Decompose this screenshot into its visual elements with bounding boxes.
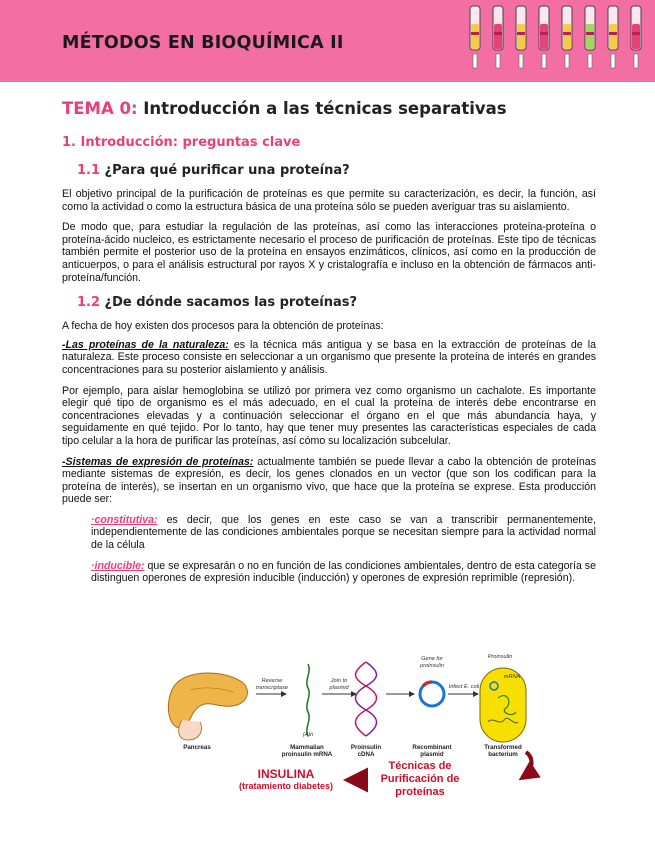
tema-title: Introducción a las técnicas separativas [137, 99, 507, 118]
paragraph [91, 514, 596, 552]
test-tube-icon [516, 6, 526, 68]
term-label: ·inducible: [91, 559, 145, 572]
insulin-production-diagram [160, 654, 560, 810]
label-gene: Gene for proinsulin [420, 656, 444, 669]
tema-heading [62, 98, 596, 120]
test-tube-icon [470, 6, 480, 68]
subsection-1-2-heading [77, 294, 596, 312]
subsection-number: 1.2 [77, 295, 101, 311]
page-header [0, 0, 655, 82]
pancreas-icon [168, 673, 247, 740]
label-reverse-transcriptase: Reverse transcriptase [255, 678, 289, 691]
plasmid-icon [420, 682, 444, 706]
label-mrna-short: mRNA [503, 674, 521, 680]
label-mrna: Mammalian proinsulin mRNA [281, 744, 333, 758]
section-1-heading: 1. Introducción: preguntas clave [62, 135, 301, 150]
term-text: que se expresarán o no en función de las condiciones ambientales, dentro de esta categoría se distinguen operones de expresión inducible (inducción) y operones de expresión reprimible (represión). [91, 559, 596, 585]
page-content [62, 98, 596, 585]
label-join-plasmid: Join to plasmid [329, 678, 349, 691]
paragraph [62, 339, 596, 377]
paragraph [62, 456, 596, 506]
subsection-number: 1.1 [77, 163, 101, 178]
label-infect: Infect E. coli [448, 684, 480, 690]
subsection-1-1-heading [77, 162, 596, 180]
term-label: -Las proteínas de la naturaleza: [62, 338, 229, 351]
paragraph: A fecha de hoy existen dos procesos para la obtención de proteínas: [62, 320, 384, 333]
test-tube-icon [562, 6, 572, 68]
header-title: MÉTODOS EN BIOQUÍMICA II [62, 33, 344, 53]
term-label: ·constitutiva: [91, 513, 158, 526]
paragraph: El objetivo principal de la purificación de proteínas es que permite su caracterización, es decir, la función, así como la actividad o como la estructura básica de una proteína sólo se pueden averiguar tras su aislamiento. [62, 188, 596, 213]
subsection-title: ¿De dónde sacamos las proteínas? [100, 295, 358, 311]
term-label: -Sistemas de expresión de proteínas: [62, 455, 254, 468]
diagram-graphic [160, 660, 560, 810]
cdna-double-helix-icon [356, 662, 377, 736]
test-tube-icon [539, 6, 549, 68]
test-tube-icon [631, 6, 641, 68]
paragraph: Por ejemplo, para aislar hemoglobina se utilizó por primera vez como organismo un cachalote. Es importante elegir qué tipo de organismo es el más adecuado, en el cual la proteína de interés debe encontrarse en concentraciones elevadas y a continuación seleccionar el órgano en el que más abundancia haya, y seguidamente en qué tejido. Por lo tanto, hay que tener muy presentes las características especiales de cada tipo celular a la hora de purificar las proteínas, así cómo su localización subcelular. [62, 384, 596, 447]
label-poly-a: (A)n [302, 732, 314, 738]
paragraph: De modo que, para estudiar la regulación de las proteínas, así como las interacciones proteína-proteína o proteína-ácido nucleico, es estrictamente necesario el proceso de purificación de proteínas. Este tipo de técnicas también permite el posterior uso de la proteína en ensayos enzimáticos, clínicos, así como en la producción de anticuerpos, o para el análisis estructural por rayos X y cristalografía e incluso en la obtención de fármacos anti-proteína/función. [62, 221, 596, 284]
label-pancreas: Pancreas [183, 744, 211, 751]
insulina-title: INSULINA [257, 767, 315, 781]
label-bacterium: Transformed bacterium [484, 744, 522, 758]
label-cdna: Proinsulin cDNA [350, 744, 382, 758]
subsection-title: ¿Para qué purificar una proteína? [100, 163, 350, 178]
label-plasmid: Recombinant plasmid [412, 744, 452, 758]
tema-prefix: TEMA 0: [62, 99, 138, 118]
term-text: es la técnica más antigua y se basa en la extracción de proteínas de la naturaleza. Este proceso consiste en seleccionar a un organismo que presente la proteína de interés en grandes concentraciones para su posterior aislamiento y análisis. [62, 338, 596, 376]
insulina-label [226, 768, 346, 792]
test-tube-icon [493, 6, 503, 68]
test-tubes-icon [462, 0, 655, 82]
term-text: actualmente también se puede llevar a cabo la obtención de proteínas mediante sistemas de expresión, es decir, los genes clonados en un vector (que son los codifican para la proteína de interés), se insertan en un organismo vivo, que hace que la proteína se exprese. Esta producción puede ser: [62, 455, 596, 506]
test-tube-icon [608, 6, 618, 68]
label-proinsulin: Proinsulin [487, 654, 513, 660]
purification-techniques-label: Técnicas de Purificación de proteínas [380, 760, 460, 798]
insulina-subtitle: (tratamiento diabetes) [238, 781, 334, 791]
term-text: es decir, que los genes en este caso se van a transcribir permanentemente, independientemente de las condiciones ambientales porque se necesitan siempre para la actividad normal de la célula [91, 513, 596, 552]
test-tube-icon [585, 6, 595, 68]
mrna-strand-icon [307, 664, 309, 736]
paragraph [91, 560, 596, 585]
